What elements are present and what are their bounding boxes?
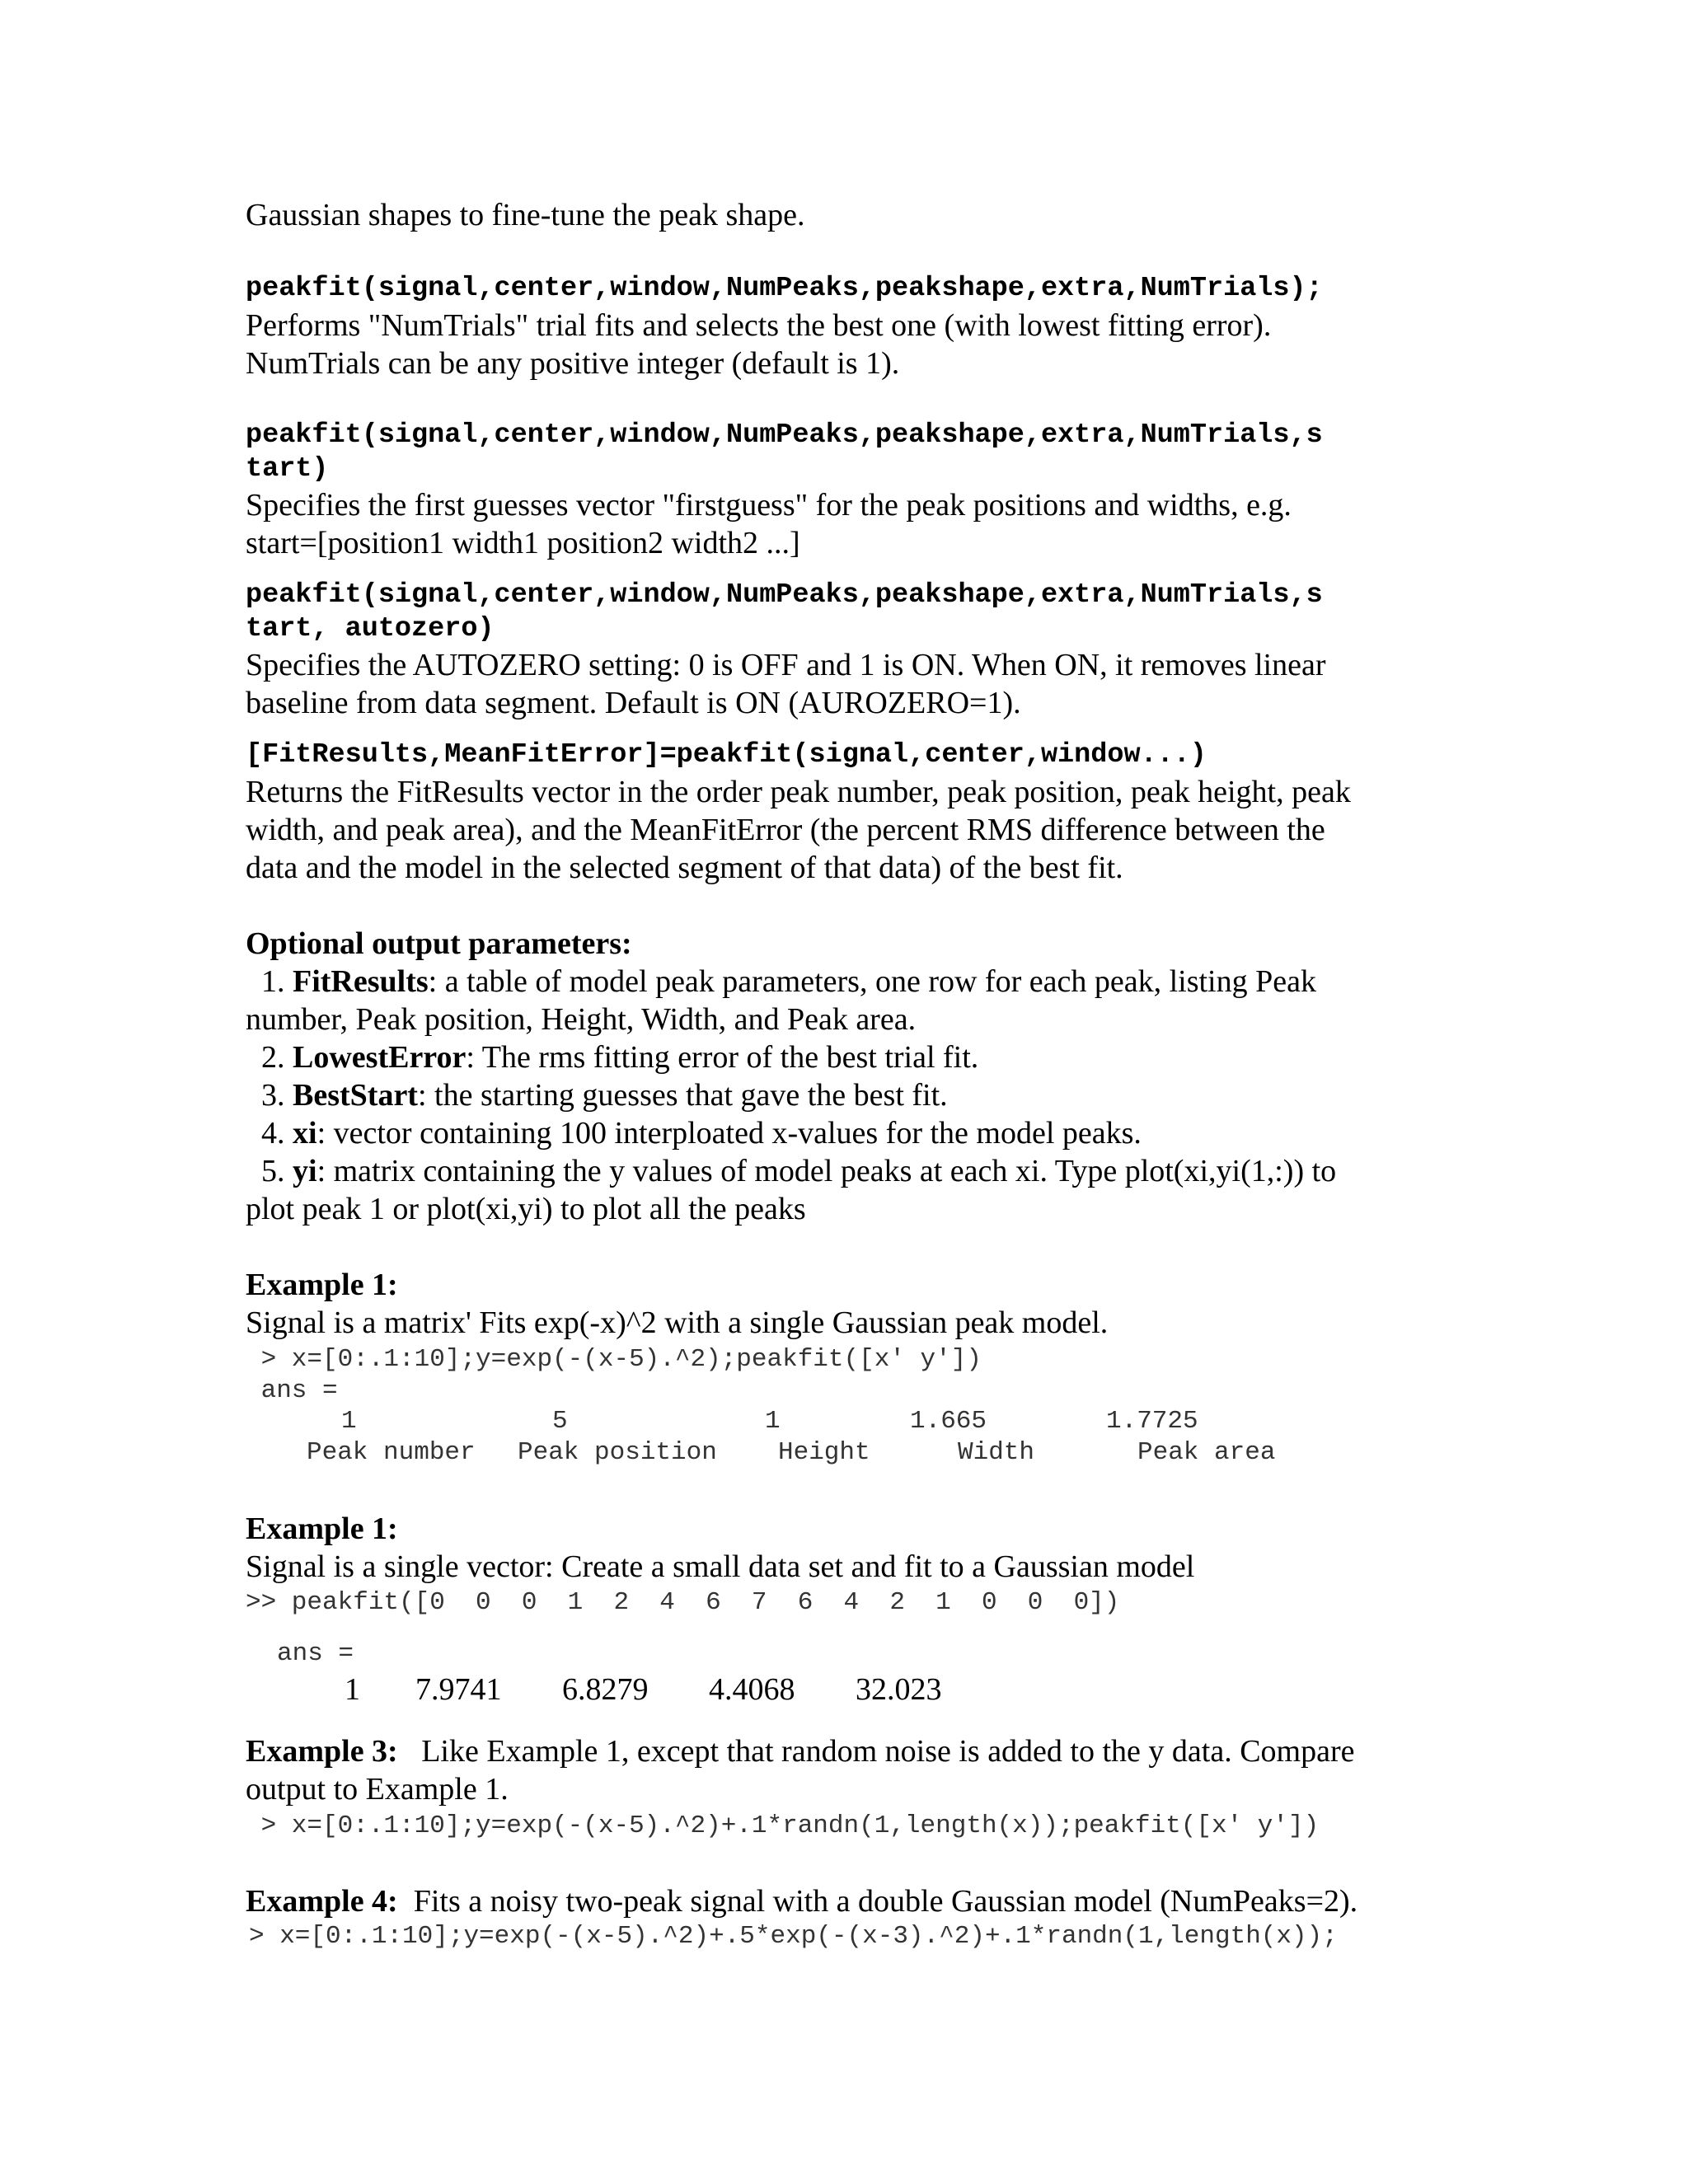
optional-heading: Optional output parameters: — [246, 926, 632, 961]
optional-item-1-cont: number, Peak position, Height, Width, and Peak area. — [246, 1002, 917, 1037]
example-1b-value-5: 32.023 — [856, 1672, 942, 1707]
example-3-command: > x=[0:.1:10];y=exp(-(x-5).^2)+.1*randn(1,length(x));peakfit([x' y']) — [246, 1811, 1320, 1840]
example-1a-label-peak-area: Peak area — [1137, 1438, 1276, 1467]
example-1b-value-3: 6.8279 — [562, 1672, 649, 1707]
example-4-line-1: Example 4: Fits a noisy two-peak signal with a double Gaussian model (NumPeaks=2). — [246, 1884, 1358, 1919]
example-1a-heading: Example 1: — [246, 1268, 398, 1302]
optional-item-4: 4. xi: vector containing 100 interploated x-values for the model peaks. — [246, 1116, 1142, 1151]
signature-autozero-line-1: peakfit(signal,center,window,NumPeaks,peakshape,extra,NumTrials,s — [246, 579, 1323, 611]
example-1b-command: >> peakfit([0 0 0 1 2 4 6 7 6 4 2 1 0 0 0]) — [246, 1588, 1120, 1617]
signature-autozero-desc-1: Specifies the AUTOZERO setting: 0 is OFF and 1 is ON. When ON, it removes linear — [246, 648, 1326, 682]
optional-item-1: 1. FitResults: a table of model peak parameters, one row for each peak, listing Peak — [246, 964, 1316, 999]
example-4-command: > x=[0:.1:10];y=exp(-(x-5).^2)+.5*exp(-(x-3).^2)+.1*randn(1,length(x)); — [249, 1922, 1338, 1951]
example-1a-label-height: Height — [778, 1438, 870, 1467]
optional-item-2: 2. LowestError: The rms fitting error of the best trial fit. — [246, 1040, 979, 1075]
signature-fitresults-desc-2: width, and peak area), and the MeanFitError (the percent RMS difference between the — [246, 813, 1325, 847]
example-1a-ans: ans = — [246, 1376, 338, 1405]
example-1a-label-peak-position: Peak position — [518, 1438, 717, 1467]
signature-start-line-2: tart) — [246, 453, 329, 485]
example-1a-command: > x=[0:.1:10];y=exp(-(x-5).^2);peakfit([x' y']) — [246, 1345, 982, 1374]
example-1a-label-width: Width — [958, 1438, 1035, 1467]
signature-fitresults-desc-3: data and the model in the selected segment of that data) of the best fit. — [246, 851, 1123, 885]
signature-autozero-line-2: tart, autozero) — [246, 613, 495, 644]
example-1a-value-width: 1.665 — [910, 1407, 987, 1436]
example-1b-ans: ans = — [277, 1639, 354, 1668]
example-1b-heading: Example 1: — [246, 1511, 398, 1546]
example-1a-value-peak-area: 1.7725 — [1106, 1407, 1198, 1436]
signature-start-desc-1: Specifies the first guesses vector "firstguess" for the peak positions and widths, e.g. — [246, 488, 1292, 523]
example-1b-value-2: 7.9741 — [415, 1672, 502, 1707]
signature-numtrials-desc-2: NumTrials can be any positive integer (default is 1). — [246, 346, 900, 381]
example-1b-value-1: 1 — [345, 1672, 360, 1707]
example-1a-value-peak-position: 5 — [552, 1407, 568, 1436]
intro-line: Gaussian shapes to fine-tune the peak shape. — [246, 198, 805, 232]
example-1b-value-4: 4.4068 — [709, 1672, 795, 1707]
example-3-line-2: output to Example 1. — [246, 1772, 509, 1807]
example-1a-value-peak-number: 1 — [341, 1407, 357, 1436]
signature-start-desc-2: start=[position1 width1 position2 width2 ...] — [246, 526, 800, 560]
signature-fitresults: [FitResults,MeanFitError]=peakfit(signal,center,window...) — [246, 739, 1207, 771]
optional-item-5: 5. yi: matrix containing the y values of model peaks at each xi. Type plot(xi,yi(1,:)) to — [246, 1154, 1337, 1188]
signature-start-line-1: peakfit(signal,center,window,NumPeaks,peakshape,extra,NumTrials,s — [246, 419, 1323, 451]
example-1a-label-peak-number: Peak number — [307, 1438, 476, 1467]
optional-item-5-cont: plot peak 1 or plot(xi,yi) to plot all the peaks — [246, 1192, 806, 1226]
signature-autozero-desc-2: baseline from data segment. Default is ON (AUROZERO=1). — [246, 686, 1021, 720]
signature-fitresults-desc-1: Returns the FitResults vector in the order peak number, peak position, peak height, peak — [246, 775, 1351, 809]
optional-item-3: 3. BestStart: the starting guesses that gave the best fit. — [246, 1078, 948, 1113]
signature-numtrials: peakfit(signal,center,window,NumPeaks,peakshape,extra,NumTrials); — [246, 273, 1323, 304]
example-3-line-1: Example 3: Like Example 1, except that random noise is added to the y data. Compare — [246, 1734, 1355, 1769]
example-1a-value-height: 1 — [765, 1407, 781, 1436]
signature-numtrials-desc-1: Performs "NumTrials" trial fits and selects the best one (with lowest fitting error). — [246, 308, 1272, 343]
example-1a-desc: Signal is a matrix' Fits exp(-x)^2 with a single Gaussian peak model. — [246, 1305, 1109, 1340]
example-1b-desc: Signal is a single vector: Create a small data set and fit to a Gaussian model — [246, 1549, 1195, 1584]
